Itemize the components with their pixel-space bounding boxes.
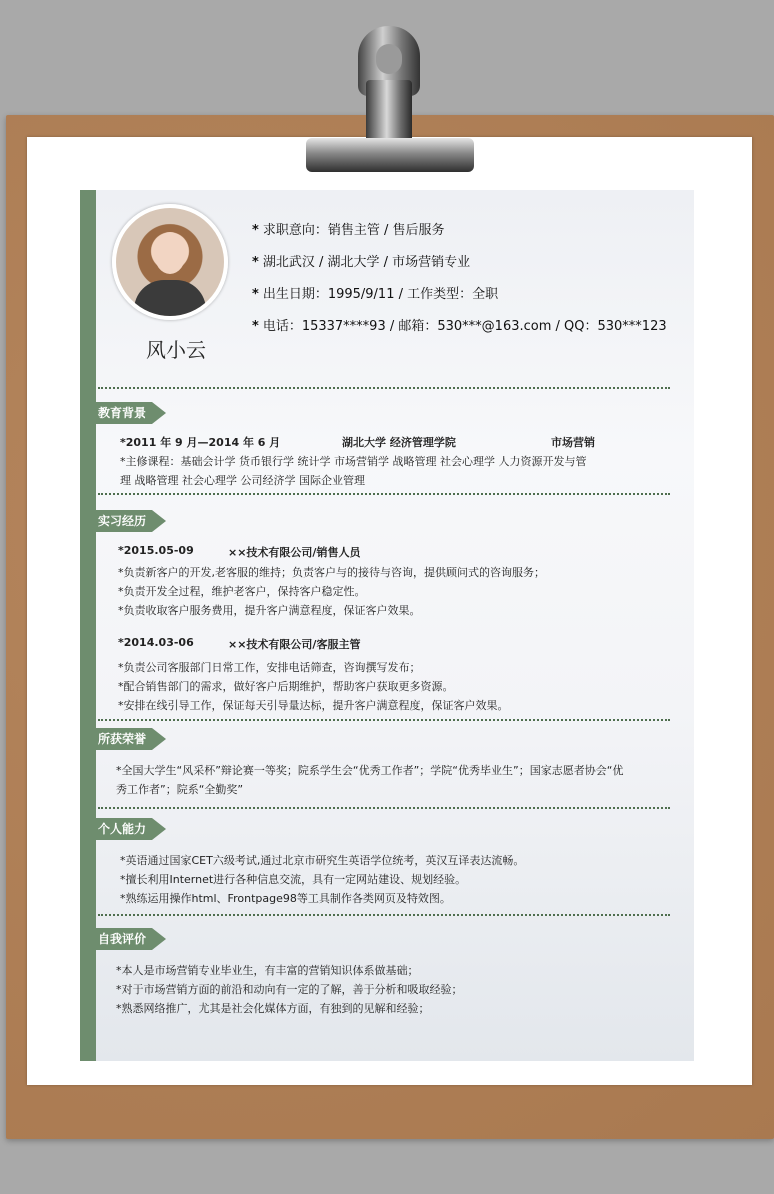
bullet-star: *: [252, 319, 259, 334]
divider: [98, 493, 670, 495]
skill-item: *熟练运用操作html、Frontpage98等工具制作各类网页及特效图。: [120, 892, 451, 905]
divider: [98, 719, 670, 721]
bullet-star: *: [252, 287, 259, 302]
avatar-face: [154, 232, 186, 274]
job-date: *2015.05-09: [118, 544, 194, 557]
section-title-education: 教育背景: [96, 402, 152, 424]
divider: [98, 914, 670, 916]
clip-hole: [376, 44, 402, 74]
section-title-skills: 个人能力: [96, 818, 152, 840]
info-line-job-target: [252, 219, 444, 238]
education-major: 市场营销: [551, 436, 595, 449]
info-line-contact: [252, 315, 667, 334]
divider: [98, 807, 670, 809]
bullet-star: *: [252, 223, 259, 238]
info-text: 出生日期：1995/9/11 / 工作类型：全职: [262, 287, 499, 302]
info-line-location: [252, 251, 470, 270]
job-duty: *负责新客户的开发,老客服的维持；负责客户与的接待与咨询，提供顾问式的咨询服务；: [118, 566, 545, 579]
section-title-internship: 实习经历: [96, 510, 152, 532]
job-duty: *配合销售部门的需求，做好客户后期维护，帮助客户获取更多资源。: [118, 680, 454, 693]
clip-body: [366, 80, 412, 146]
education-courses: *主修课程：基础会计学 货币银行学 统计学 市场营销学 战略管理 社会心理学 人力资源开发与管: [120, 455, 587, 468]
job-date: *2014.03-06: [118, 636, 194, 649]
job-duty: *负责开发全过程，维护老客户，保持客户稳定性。: [118, 585, 366, 598]
divider: [98, 387, 670, 389]
candidate-name: 风小云: [146, 338, 206, 362]
job-duty: *负责收取客户服务费用，提升客户满意程度，保证客户效果。: [118, 604, 421, 617]
avatar-body: [134, 280, 206, 320]
section-title-honors: 所获荣誉: [96, 728, 152, 750]
job-company: ××技术有限公司/销售人员: [228, 546, 361, 559]
self-eval-item: *对于市场营销方面的前沿和动向有一定的了解，善于分析和吸取经验；: [116, 983, 463, 996]
education-courses-cont: 理 战略管理 社会心理学 公司经济学 国际企业管理: [120, 474, 365, 487]
job-duty: *安排在线引导工作，保证每天引导量达标，提升客户满意程度，保证客户效果。: [118, 699, 509, 712]
honors-text-cont: 秀工作者”；院系“全勤奖”: [116, 783, 244, 796]
info-text: 电话：15337****93 / 邮箱：530***@163.com / QQ：530***123: [262, 319, 667, 334]
clip-base: [306, 138, 474, 172]
info-line-birth: [252, 283, 498, 302]
resume-sidebar-bar: [80, 190, 96, 1061]
education-period: *2011 年 9 月—2014 年 6 月: [120, 436, 281, 449]
bullet-star: *: [252, 255, 259, 270]
skill-item: *英语通过国家CET六级考试,通过北京市研究生英语学位统考，英汉互译表达流畅。: [120, 854, 525, 867]
honors-text: *全国大学生“风采杯”辩论赛一等奖；院系学生会“优秀工作者”；学院“优秀毕业生”；国家志愿者协会“优: [116, 764, 624, 777]
info-text: 求职意向：销售主管 / 售后服务: [262, 223, 445, 238]
info-text: 湖北武汉 / 湖北大学 / 市场营销专业: [262, 255, 471, 270]
self-eval-item: *熟悉网络推广，尤其是社会化媒体方面，有独到的见解和经验；: [116, 1002, 430, 1015]
skill-item: *擅长利用Internet进行各种信息交流，具有一定网站建设、规划经验。: [120, 873, 467, 886]
self-eval-item: *本人是市场营销专业毕业生，有丰富的营销知识体系做基础；: [116, 964, 419, 977]
job-duty: *负责公司客服部门日常工作，安排电话筛查，咨询撰写发布；: [118, 661, 421, 674]
avatar: [112, 204, 228, 320]
section-title-self-evaluation: 自我评价: [96, 928, 152, 950]
job-company: ××技术有限公司/客服主管: [228, 638, 361, 651]
education-school: 湖北大学 经济管理学院: [342, 436, 456, 449]
